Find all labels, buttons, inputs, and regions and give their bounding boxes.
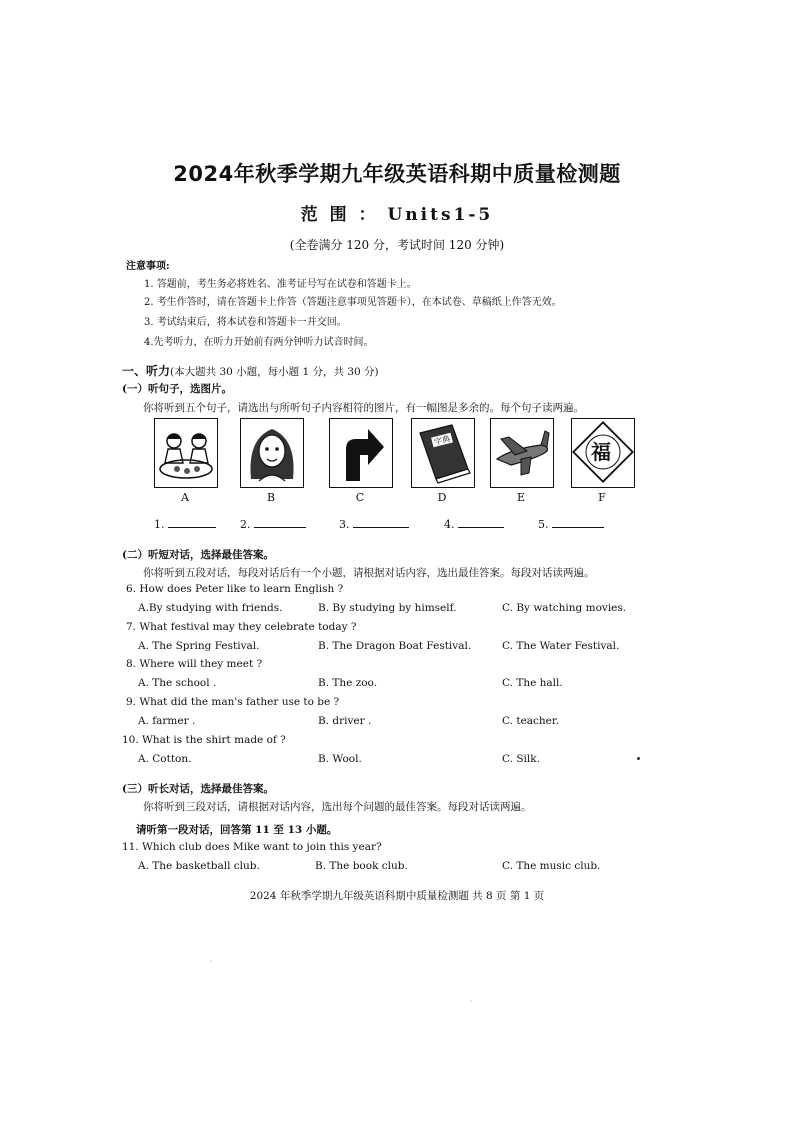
part2-heading: (二）听短对话，选择最佳答案。 (122, 549, 274, 561)
picture-a (154, 418, 218, 488)
dictionary-book-icon (412, 419, 474, 487)
option-a: A. farmer . (138, 715, 196, 727)
picture-letter: E (516, 491, 526, 504)
part3-subheading: 请听第一段对话，回答第 11 至 13 小题。 (136, 824, 338, 836)
part2-instruction: 你将听到五段对话，每段对话后有一个小题，请根据对话内容，选出最佳答案。每段对话读两遍。 (143, 567, 595, 579)
answer-blank-1[interactable]: 1. (154, 517, 216, 531)
note-item: 1. 答题前，考生务必将姓名、准考证号写在试卷和答题卡上。 (144, 279, 417, 290)
scan-speck (637, 757, 640, 760)
answer-blank-4[interactable]: 4. (444, 517, 504, 531)
dictionary-label: 字典 (433, 434, 451, 447)
section1-line (122, 362, 379, 379)
fu-character-icon (572, 419, 634, 487)
page-footer: 2024 年秋季学期九年级英语科期中质量检测题 共 8 页 第 1 页 (249, 890, 545, 902)
option-a: A. The Spring Festival. (138, 640, 260, 652)
picture-letter: B (266, 491, 276, 504)
fu-label: 福 (591, 440, 611, 464)
turn-right-sign-icon (330, 419, 392, 487)
question-7: 7. What festival may they celebrate today ? (126, 621, 357, 633)
part1-instruction: 你将听到五个句子，请选出与所听句子内容相符的图片，有一幅图是多余的。每个句子读两遍。 (143, 402, 584, 414)
note-item: 3. 考试结束后，将本试卷和答题卡一并交回。 (144, 317, 347, 328)
section1-desc: (本大题共 30 小题，每小题 1 分，共 30 分) (170, 366, 379, 378)
full-score-note: (全卷满分 120 分，考试时间 120 分钟) (289, 238, 505, 252)
exam-scope: 范 围 ： Units1-5 (300, 205, 494, 225)
kids-eating-icon (155, 419, 217, 487)
picture-e (490, 418, 554, 488)
option-b: B. By studying by himself. (318, 602, 457, 614)
section1-heading: 一、听力 (122, 364, 171, 378)
option-a: A.By studying with friends. (138, 602, 283, 614)
picture-f (571, 418, 635, 488)
question-8: 8. Where will they meet ? (126, 658, 263, 670)
option-c: C. teacher. (502, 715, 560, 727)
picture-letter: A (181, 491, 189, 504)
picture-c (329, 418, 393, 488)
option-c: C. Silk. (502, 753, 540, 765)
exam-title: 2024年秋季学期九年级英语科期中质量检测题 (173, 162, 621, 186)
picture-letter: D (437, 491, 447, 504)
option-c: C. The hall. (502, 677, 563, 689)
scan-speck (210, 960, 212, 962)
option-a: A. Cotton. (138, 753, 192, 765)
answer-blank-2[interactable]: 2. (240, 517, 306, 531)
answer-blank-3[interactable]: 3. (339, 517, 409, 531)
part3-heading: (三）听长对话，选择最佳答案。 (122, 783, 274, 795)
note-item: 2. 考生作答时，请在答题卡上作答（答题注意事项见答题卡），在本试卷、草稿纸上作答无效。 (144, 297, 562, 308)
option-b: B. The Dragon Boat Festival. (318, 640, 472, 652)
option-c: C. The music club. (502, 860, 601, 872)
picture-letter: F (598, 491, 606, 504)
girl-portrait-icon (241, 419, 303, 487)
option-a: A. The school . (138, 677, 217, 689)
airplane-icon (491, 419, 553, 487)
notes-heading: 注意事项: (126, 261, 170, 272)
note-item: 4.先考听力，在听力开始前有两分钟听力试音时间。 (144, 337, 374, 348)
option-b: B. driver . (318, 715, 372, 727)
option-a: A. The basketball club. (138, 860, 260, 872)
part1-heading: (一）听句子，选图片。 (122, 383, 232, 395)
option-c: C. The Water Festival. (502, 640, 620, 652)
picture-b (240, 418, 304, 488)
question-11: 11. Which club does Mike want to join this year? (122, 841, 382, 853)
question-9: 9. What did the man's father use to be ? (126, 696, 340, 708)
option-b: B. Wool. (318, 753, 362, 765)
picture-letter: C (355, 491, 365, 504)
question-10: 10. What is the shirt made of ? (122, 734, 286, 746)
picture-d (411, 418, 475, 488)
scan-speck (470, 1000, 472, 1002)
part3-instruction: 你将听到三段对话，请根据对话内容，选出每个问题的最佳答案。每段对话读两遍。 (143, 801, 532, 813)
option-b: B. The zoo. (318, 677, 378, 689)
option-b: B. The book club. (315, 860, 408, 872)
answer-blank-5[interactable]: 5. (538, 517, 604, 531)
question-6: 6. How does Peter like to learn English ? (126, 583, 344, 595)
option-c: C. By watching movies. (502, 602, 627, 614)
